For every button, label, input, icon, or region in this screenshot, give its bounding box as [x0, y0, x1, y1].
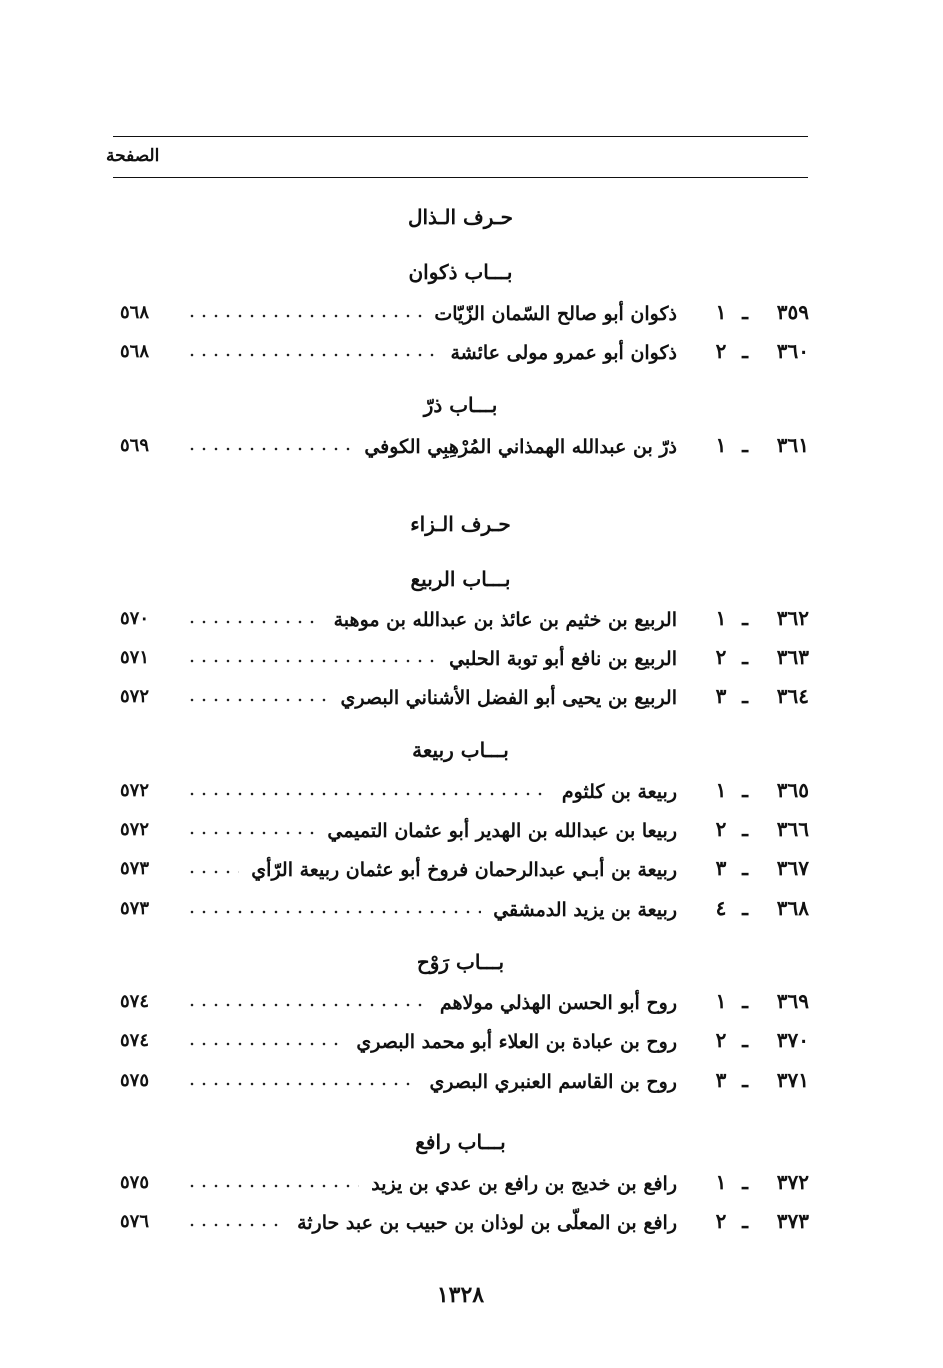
index-entry	[0, 1028, 943, 1064]
index-entry	[0, 896, 943, 932]
entry-page: ٥٦٩	[120, 435, 150, 456]
entry-dash: ـ	[742, 778, 748, 802]
entry-page: ٥٧٥	[120, 1172, 150, 1193]
dot-leader	[186, 345, 438, 365]
page-column-label: الصفحة	[106, 146, 160, 166]
entry-name: رافع بن المعلّى بن لوذان بن حبيب بن عبد حارثة	[297, 1212, 677, 1234]
entry-number: ٣٦٥	[776, 778, 809, 802]
entry-name: روح أبو الحسن الهذلي مولاهم	[439, 992, 677, 1014]
entry-sequence: ١	[715, 989, 727, 1013]
dot-leader	[186, 784, 550, 804]
chapter-heading: بـــاب ذكوان	[408, 260, 513, 284]
entry-dash: ـ	[742, 433, 748, 457]
entry-number: ٣٦٨	[776, 896, 809, 920]
dot-leader	[186, 439, 352, 459]
entry-number: ٣٦٢	[776, 606, 809, 630]
entry-name: روح بن عبادة بن العلاء أبو محمد البصري	[356, 1031, 677, 1053]
entry-page: ٥٦٨	[120, 302, 150, 323]
entry-number: ٣٥٩	[776, 300, 809, 324]
chapter-heading: بـــاب ربيعة	[412, 738, 509, 762]
chapter-heading: بـــاب ذرّ	[423, 393, 498, 417]
entry-name: ربيعة بن يزيد الدمشقي	[493, 899, 677, 921]
entry-dash: ـ	[742, 989, 748, 1013]
entry-dash: ـ	[742, 645, 748, 669]
entry-sequence: ٤	[715, 896, 727, 920]
dot-leader	[186, 690, 329, 710]
entry-sequence: ٢	[715, 645, 727, 669]
entry-number: ٣٦٠	[776, 339, 809, 363]
dot-leader	[186, 651, 437, 671]
dot-leader	[186, 1215, 285, 1235]
entry-number: ٣٧٢	[776, 1170, 809, 1194]
entry-number: ٣٦١	[776, 433, 809, 457]
dot-leader	[186, 862, 239, 882]
entry-sequence: ١	[715, 1170, 727, 1194]
entry-name: ربيعة بن كلثوم	[561, 781, 677, 803]
entry-name: روح بن القاسم العنبري البصري	[429, 1071, 677, 1093]
entry-number: ٣٦٤	[776, 684, 809, 708]
entry-sequence: ٣	[715, 684, 727, 708]
header-bottom-rule	[113, 177, 808, 178]
entry-name: الربيع بن يحيى أبو الفضل الأشناني البصري	[340, 687, 677, 709]
entry-dash: ـ	[742, 896, 748, 920]
entry-dash: ـ	[742, 1028, 748, 1052]
page-number: ١٣٢٨	[436, 1282, 485, 1308]
entry-name: ذكوان أبو صالح السّمان الزّيّات	[434, 303, 677, 325]
entry-dash: ـ	[742, 817, 748, 841]
entry-number: ٣٧٣	[776, 1209, 809, 1233]
entry-sequence: ٢	[715, 1209, 727, 1233]
entry-number: ٣٦٧	[776, 856, 809, 880]
header-top-rule	[113, 136, 808, 137]
entry-page: ٥٧٢	[120, 780, 150, 801]
index-entry	[0, 1170, 943, 1206]
entry-dash: ـ	[742, 339, 748, 363]
dot-leader	[186, 1034, 344, 1054]
entry-dash: ـ	[742, 1209, 748, 1233]
index-entry	[0, 778, 943, 814]
entry-name: الربيع بن نافع أبو توبة الحلبي	[449, 648, 677, 670]
entry-page: ٥٧٥	[120, 1070, 150, 1091]
entry-sequence: ٢	[715, 339, 727, 363]
entry-number: ٣٦٣	[776, 645, 809, 669]
entry-sequence: ٣	[715, 856, 727, 880]
entry-page: ٥٧٠	[120, 608, 150, 629]
index-entry	[0, 606, 943, 642]
entry-sequence: ١	[715, 300, 727, 324]
entry-dash: ـ	[742, 856, 748, 880]
chapter-heading: بـــاب رافع	[415, 1130, 506, 1154]
index-entry	[0, 339, 943, 375]
entry-number: ٣٧١	[776, 1068, 809, 1092]
entry-number: ٣٧٠	[776, 1028, 809, 1052]
entry-sequence: ٢	[715, 1028, 727, 1052]
entry-page: ٥٧٣	[120, 858, 150, 879]
entry-name: ذكوان أبو عمرو مولى عائشة	[450, 342, 677, 364]
dot-leader	[186, 306, 422, 326]
entry-page: ٥٧٢	[120, 686, 150, 707]
entry-page: ٥٧١	[120, 647, 150, 668]
entry-sequence: ٣	[715, 1068, 727, 1092]
index-entry	[0, 1209, 943, 1245]
entry-page: ٥٧٢	[120, 819, 150, 840]
entry-dash: ـ	[742, 1068, 748, 1092]
dot-leader	[186, 612, 322, 632]
dot-leader	[186, 823, 315, 843]
index-entry	[0, 817, 943, 853]
index-entry	[0, 433, 943, 469]
entry-name: رافع بن خديج بن رافع بن عدي بن يزيد	[371, 1173, 677, 1195]
entry-name: ذرّ بن عبدالله الهمذاني المُرْهِبِي الكوفي	[364, 436, 677, 458]
dot-leader	[186, 902, 481, 922]
letter-heading: حـرف الـذال	[407, 205, 514, 229]
index-entry	[0, 1068, 943, 1104]
dot-leader	[186, 995, 428, 1015]
entry-page: ٥٧٤	[120, 991, 150, 1012]
dot-leader	[186, 1074, 417, 1094]
entry-sequence: ٢	[715, 817, 727, 841]
index-entry	[0, 989, 943, 1025]
chapter-heading: بـــاب رَوْح	[416, 950, 505, 974]
entry-page: ٥٧٤	[120, 1030, 150, 1051]
entry-page: ٥٧٣	[120, 898, 150, 919]
entry-sequence: ١	[715, 606, 727, 630]
entry-number: ٣٦٩	[776, 989, 809, 1013]
entry-sequence: ١	[715, 433, 727, 457]
entry-dash: ـ	[742, 684, 748, 708]
entry-name: ربيعة بن أبـي عبدالرحمان فروخ أبو عثمان ربيعة الرّأي	[251, 859, 677, 881]
index-entry	[0, 856, 943, 892]
dot-leader	[186, 1176, 359, 1196]
entry-sequence: ١	[715, 778, 727, 802]
entry-name: ربيعا بن عبدالله بن الهدير أبو عثمان التميمي	[327, 820, 677, 842]
entry-dash: ـ	[742, 606, 748, 630]
entry-dash: ـ	[742, 1170, 748, 1194]
entry-page: ٥٦٨	[120, 341, 150, 362]
letter-heading: حـرف الـزاء	[410, 512, 511, 536]
entry-dash: ـ	[742, 300, 748, 324]
index-entry	[0, 684, 943, 720]
index-entry	[0, 645, 943, 681]
entry-number: ٣٦٦	[776, 817, 809, 841]
entry-page: ٥٧٦	[120, 1211, 150, 1232]
chapter-heading: بـــاب الربيع	[410, 567, 511, 591]
entry-name: الربيع بن خثيم بن عائذ بن عبدالله بن موهبة	[333, 609, 677, 631]
index-entry	[0, 300, 943, 336]
